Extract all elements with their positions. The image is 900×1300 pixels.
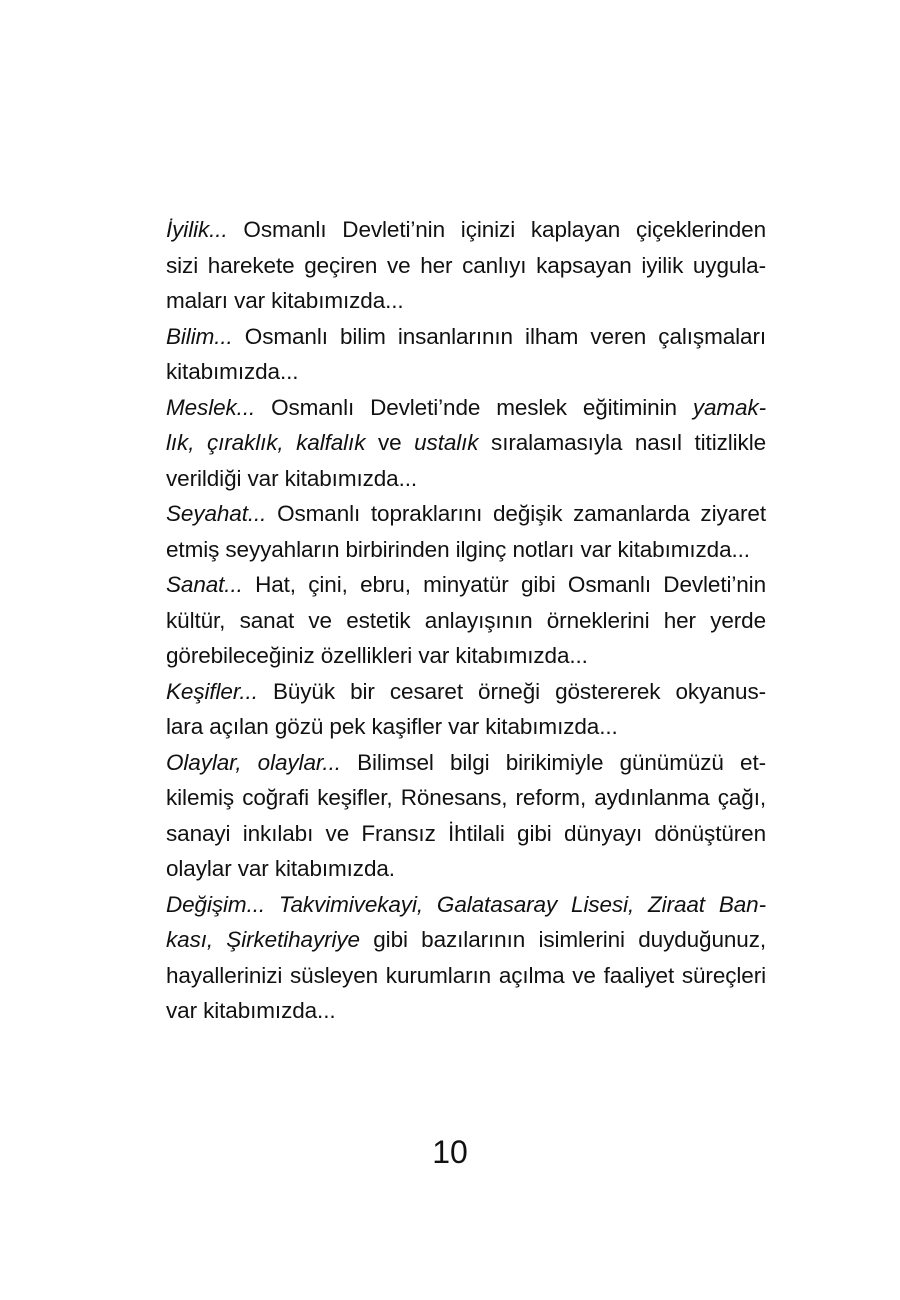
paragraph-seyahat [136, 496, 766, 567]
regular-text: Osmanlı topraklarını değişik zamanlarda ziyaret [266, 501, 766, 526]
regular-text: olaylar var kitabımızda. [166, 856, 395, 881]
text-line [136, 709, 766, 745]
text-line [136, 567, 766, 603]
text-line [136, 425, 766, 461]
regular-text: ve [365, 430, 415, 455]
paragraph-kesifler [136, 674, 766, 745]
text-line [136, 496, 766, 532]
paragraph-meslek [136, 390, 766, 497]
text-line [136, 674, 766, 710]
italic-text: yamak- [692, 394, 766, 420]
text-line [136, 390, 766, 426]
italic-text: Değişim... Takvimivekayi, Galatasaray Lisesi, Ziraat Ban- [166, 891, 766, 917]
regular-text: kültür, sanat ve estetik anlayışının örneklerini her yerde [166, 607, 766, 633]
regular-text: verildiği var kitabımızda... [166, 465, 418, 491]
paragraph-olaylar [136, 745, 766, 887]
regular-text: Büyük bir cesaret örneği göstererek okyanus- [257, 678, 766, 704]
paragraph-iyilik [136, 212, 766, 319]
text-line [136, 603, 766, 639]
italic-text: Bilim... [166, 323, 233, 349]
text-line [136, 851, 766, 887]
text-line [136, 887, 766, 923]
text-line [136, 958, 766, 994]
regular-text: Osmanlı Devleti’nin içinizi kaplayan çiçeklerinden [227, 217, 766, 242]
text-line [136, 816, 766, 852]
italic-text: Sanat... [166, 572, 243, 597]
regular-text: hayallerinizi süsleyen kurumların açılma ve faaliyet süreçleri [166, 962, 766, 988]
text-line [136, 319, 766, 355]
regular-text: Osmanlı bilim insanlarının ilham veren çalışmaları [232, 323, 766, 349]
text-line [136, 993, 766, 1029]
text-line [136, 532, 766, 568]
italic-text: Meslek... [166, 394, 256, 420]
text-line [136, 780, 766, 816]
paragraph-bilim [136, 319, 766, 390]
regular-text: lara açılan gözü pek kaşifler var kitabımızda... [166, 714, 618, 739]
regular-text: maları var kitabımızda... [166, 288, 404, 313]
text-line [136, 283, 766, 319]
regular-text: etmiş seyyahların birbirinden ilginç notları var kitabımızda... [166, 536, 750, 562]
regular-text: sıralamasıyla nasıl titizlikle [478, 430, 767, 455]
regular-text: Hat, çini, ebru, minyatür gibi Osmanlı Devleti’nin [242, 572, 766, 597]
regular-text: görebileceğiniz özellikleri var kitabımızda... [166, 643, 588, 668]
regular-text: Osmanlı Devleti’nde meslek eğitiminin [255, 394, 693, 420]
regular-text: Bilimsel bilgi birikimiyle günümüzü et- [340, 749, 766, 775]
regular-text: sizi harekete geçiren ve her canlıyı kapsayan iyilik uygula- [166, 252, 766, 278]
text-line [136, 638, 766, 674]
italic-text: kası, Şirketihayriye [166, 927, 360, 952]
italic-text: Olaylar, olaylar... [166, 749, 341, 775]
regular-text: gibi bazılarının isimlerini duyduğunuz, [359, 927, 767, 952]
text-line [136, 461, 766, 497]
page-number: 10 [432, 1134, 468, 1170]
italic-text: ustalık [414, 430, 479, 455]
text-line [136, 354, 766, 390]
italic-text: İyilik... [166, 217, 228, 242]
regular-text: kilemiş coğrafi keşifler, Rönesans, reform, aydınlanma çağı, [166, 785, 766, 810]
italic-text: lık, çıraklık, kalfalık [166, 430, 366, 455]
italic-text: Keşifler... [166, 678, 258, 704]
regular-text: var kitabımızda... [166, 998, 336, 1023]
paragraph-degisim [136, 887, 766, 1029]
text-line [136, 212, 766, 248]
text-line [136, 248, 766, 284]
text-line [136, 922, 766, 958]
body-text [136, 212, 766, 1029]
regular-text: sanayi inkılabı ve Fransız İhtilali gibi dünyayı dönüştüren [166, 820, 766, 846]
regular-text: kitabımızda... [166, 359, 299, 384]
italic-text: Seyahat... [166, 501, 267, 526]
text-line [136, 745, 766, 781]
paragraph-sanat [136, 567, 766, 674]
